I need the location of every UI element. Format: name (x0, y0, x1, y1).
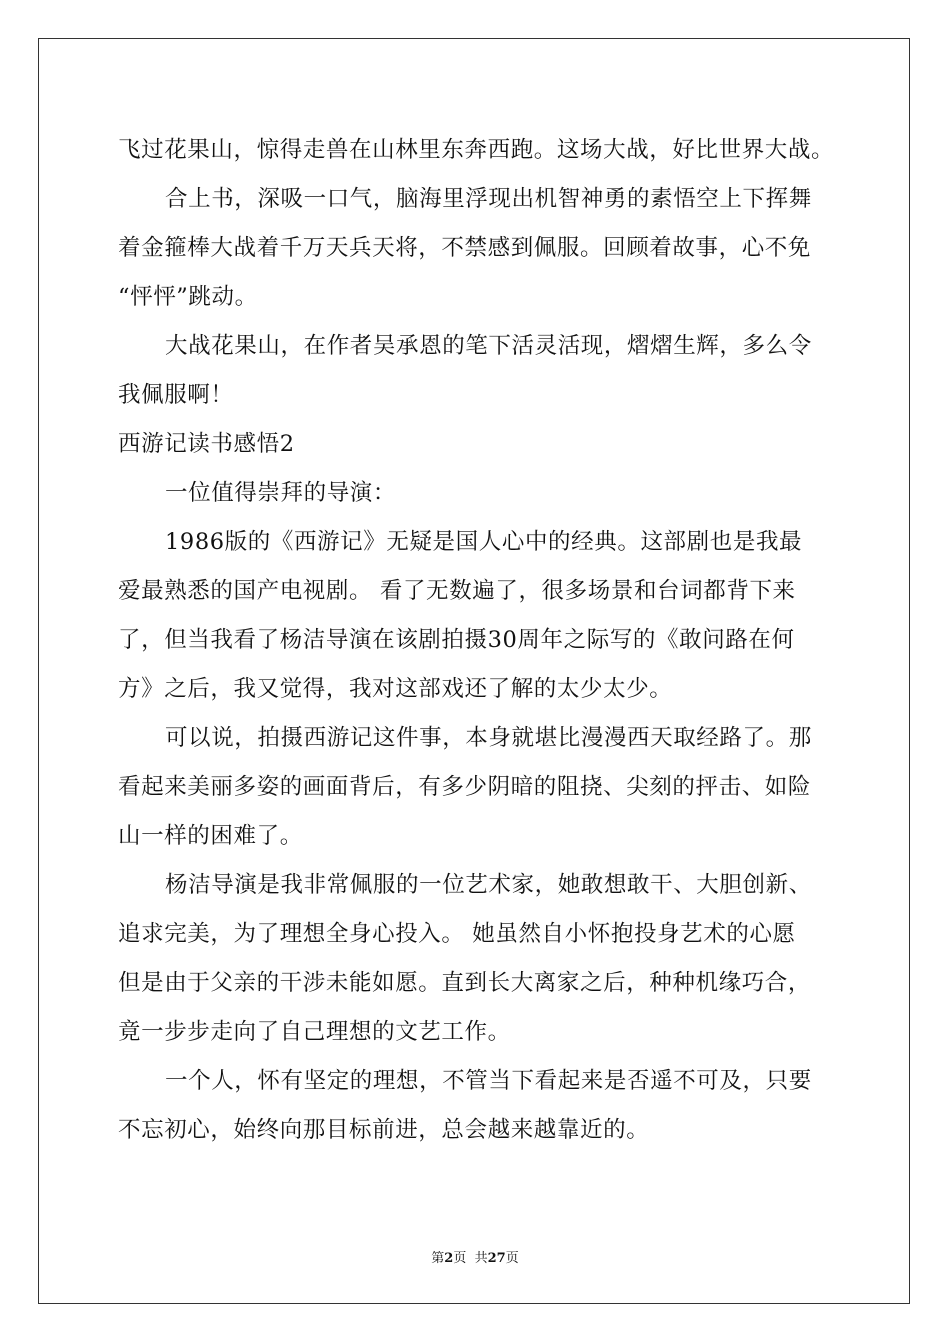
text-line: 大战花果山，在作者吴承恩的笔下活灵活现，熠熠生辉，多么令 (165, 333, 812, 359)
text-line: 看起来美丽多姿的画面背后，有多少阴暗的阻挠、尖刻的抨击、如险 (118, 774, 812, 800)
text-line: 杨洁导演是我非常佩服的一位艺术家，她敢想敢干、大胆创新、 (165, 872, 812, 898)
text-line: 着金箍棒大战着千万天兵天将，不禁感到佩服。回顾着故事，心不免 (118, 235, 812, 261)
text-line: 方》之后，我又觉得，我对这部戏还了解的太少太少。 (118, 676, 673, 702)
text-line: 追求完美，为了理想全身心投入。 她虽然自小怀抱投身艺术的心愿 (118, 921, 796, 947)
text-line: 爱最熟悉的国产电视剧。 看了无数遍了，很多场景和台词都背下来 (118, 578, 796, 604)
text-line: 但是由于父亲的干涉未能如愿。直到长大离家之后，种种机缘巧合， (118, 970, 812, 996)
text-line: 一个人，怀有坚定的理想，不管当下看起来是否遥不可及，只要 (165, 1068, 812, 1094)
document-body (118, 126, 858, 1155)
text-line: 了，但当我看了杨洁导演在该剧拍摄30周年之际写的《敢问路在何 (118, 627, 795, 653)
footer-middle: 页 共 (453, 1251, 488, 1266)
total-page-number: 27 (487, 1251, 506, 1266)
text-line: 1986版的《西游记》无疑是国人心中的经典。这部剧也是我最 (165, 529, 803, 555)
section-title: 西游记读书感悟2 (118, 431, 295, 457)
text-line: 一位值得崇拜的导演： (165, 480, 397, 506)
footer-suffix: 页 (505, 1251, 519, 1266)
current-page-number: 2 (444, 1251, 454, 1266)
footer-prefix: 第 (431, 1251, 445, 1266)
text-line: 竟一步步走向了自己理想的文艺工作。 (118, 1019, 511, 1045)
text-line: 合上书，深吸一口气，脑海里浮现出机智神勇的素悟空上下挥舞 (165, 186, 812, 212)
text-line: 飞过花果山，惊得走兽在山林里东奔西跑。这场大战，好比世界大战。 (118, 137, 835, 163)
text-line: 可以说，拍摄西游记这件事，本身就堪比漫漫西天取经路了。那 (165, 725, 812, 751)
text-line: 山一样的困难了。 (118, 823, 303, 849)
page-footer (0, 1247, 950, 1266)
text-line: 我佩服啊！ (118, 382, 234, 408)
text-line: 不忘初心，始终向那目标前进，总会越来越靠近的。 (118, 1117, 650, 1143)
text-line: “怦怦”跳动。 (118, 284, 258, 310)
